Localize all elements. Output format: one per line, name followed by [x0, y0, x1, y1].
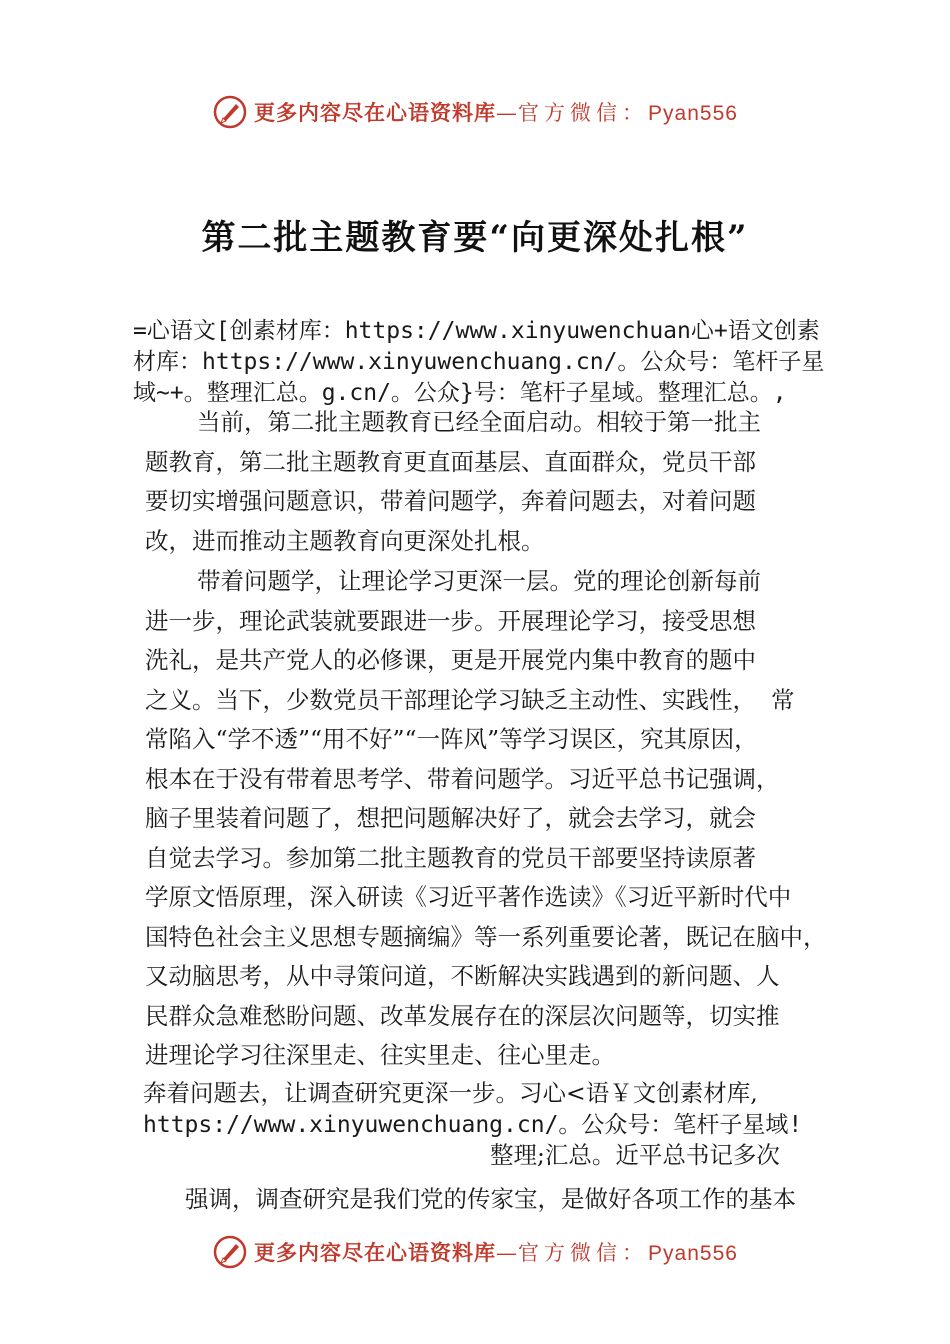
paragraph-line: 之义。当下，少数党员干部理论学习缺乏主动性、实践性， 常 [145, 685, 795, 714]
paragraph-line: 民群众急难愁盼问题、改革发展存在的深层次问题等，切实推 [145, 1001, 780, 1030]
paragraph-line: 学原文悟原理，深入研读《习近平著作选读》《习近平新时代中 [145, 883, 792, 911]
paragraph-line: 脑子里装着问题了，想把问题解决好了，就会去学习，就会 [145, 804, 756, 832]
footer-brand: 更多内容尽在心语资料库 [254, 1240, 497, 1265]
footer-banner-text [254, 1237, 738, 1267]
paragraph-line: 奔着问题去，让调查研究更深一步。习心<语￥文创素材库, [143, 1079, 758, 1107]
paragraph-line: 强调，调查研究是我们党的传家宝，是做好各项工作的基本 [185, 1185, 796, 1213]
header-brand: 更多内容尽在心语资料库 [254, 100, 497, 125]
paragraph-line: 国特色社会主义思想专题摘编》等一系列重要论著，既记在脑中， [145, 922, 827, 951]
paragraph-2 [145, 562, 827, 1076]
paragraph-line: https://www.xinyuwenchuang.cn/。公众号：笔杆子星域! [143, 1112, 803, 1138]
watermark-line: 材库：https://www.xinyuwenchuang.cn/。公众号：笔杆子星 [133, 349, 825, 375]
paragraph-line: 又动脑思考，从中寻策问道，不断解决实践遇到的新问题、人 [145, 962, 780, 990]
page-title: 第二批主题教育要“向更深处扎根” [201, 218, 749, 258]
watermark-line: =心语文[创素材库：https://www.xinyuwenchuan心+语文创素 [133, 318, 820, 344]
pen-logo-icon [212, 1234, 248, 1270]
footer-banner [0, 1232, 950, 1272]
paragraph-3-line-4 [185, 1180, 855, 1220]
paragraph-line: 带着问题学，让理论学习更深一层。党的理论创新每前 [197, 567, 761, 595]
header-wechat-label: 官方微信： [518, 101, 649, 125]
paragraph-line: 进理论学习往深里走、往实里走、往心里走。 [145, 1041, 615, 1069]
paragraph-line: 题教育，第二批主题教育更直面基层、直面群众，党员干部 [145, 447, 756, 476]
paragraph-line: 当前，第二批主题教育已经全面启动。相较于第一批主 [197, 408, 761, 436]
header-banner-text [254, 97, 738, 127]
header-banner [0, 92, 950, 132]
paragraph-line: 根本在于没有带着思考学、带着问题学。习近平总书记强调， [145, 764, 780, 793]
pen-logo-icon [212, 94, 248, 130]
footer-wechat-label: 官方微信： [518, 1241, 649, 1265]
footer-separator: — [496, 1241, 519, 1265]
footer-wechat-id: Pyan556 [648, 1242, 738, 1265]
watermark-line: 域~+。整理汇总。g.cn/。公众}号：笔杆子星域。整理汇总。, [133, 380, 787, 406]
paragraph-1 [145, 403, 815, 561]
paragraph-line: 常陷入“学不透”“用不好”“一阵风”等学习误区，究其原因， [145, 725, 758, 753]
paragraph-line: 自觉去学习。参加第二批主题教育的党员干部要坚持读原著 [145, 843, 756, 872]
paragraph-3-line-3: 整理;汇总。近平总书记多次 [490, 1141, 780, 1169]
paragraph-line: 洗礼，是共产党人的必修课，更是开展党内集中教育的题中 [145, 646, 756, 674]
paragraph-line: 改，进而推动主题教育向更深处扎根。 [145, 526, 545, 555]
paragraph-3-line-1 [143, 1078, 813, 1109]
paragraph-line: 进一步，理论武装就要跟进一步。开展理论学习，接受思想 [145, 606, 756, 635]
header-wechat-id: Pyan556 [648, 102, 738, 125]
header-separator: — [496, 101, 519, 125]
paragraph-line: 要切实增强问题意识，带着问题学，奔着问题去，对着问题 [145, 487, 756, 515]
paragraph-3-line-2 [143, 1110, 863, 1141]
watermark-block [133, 316, 853, 409]
